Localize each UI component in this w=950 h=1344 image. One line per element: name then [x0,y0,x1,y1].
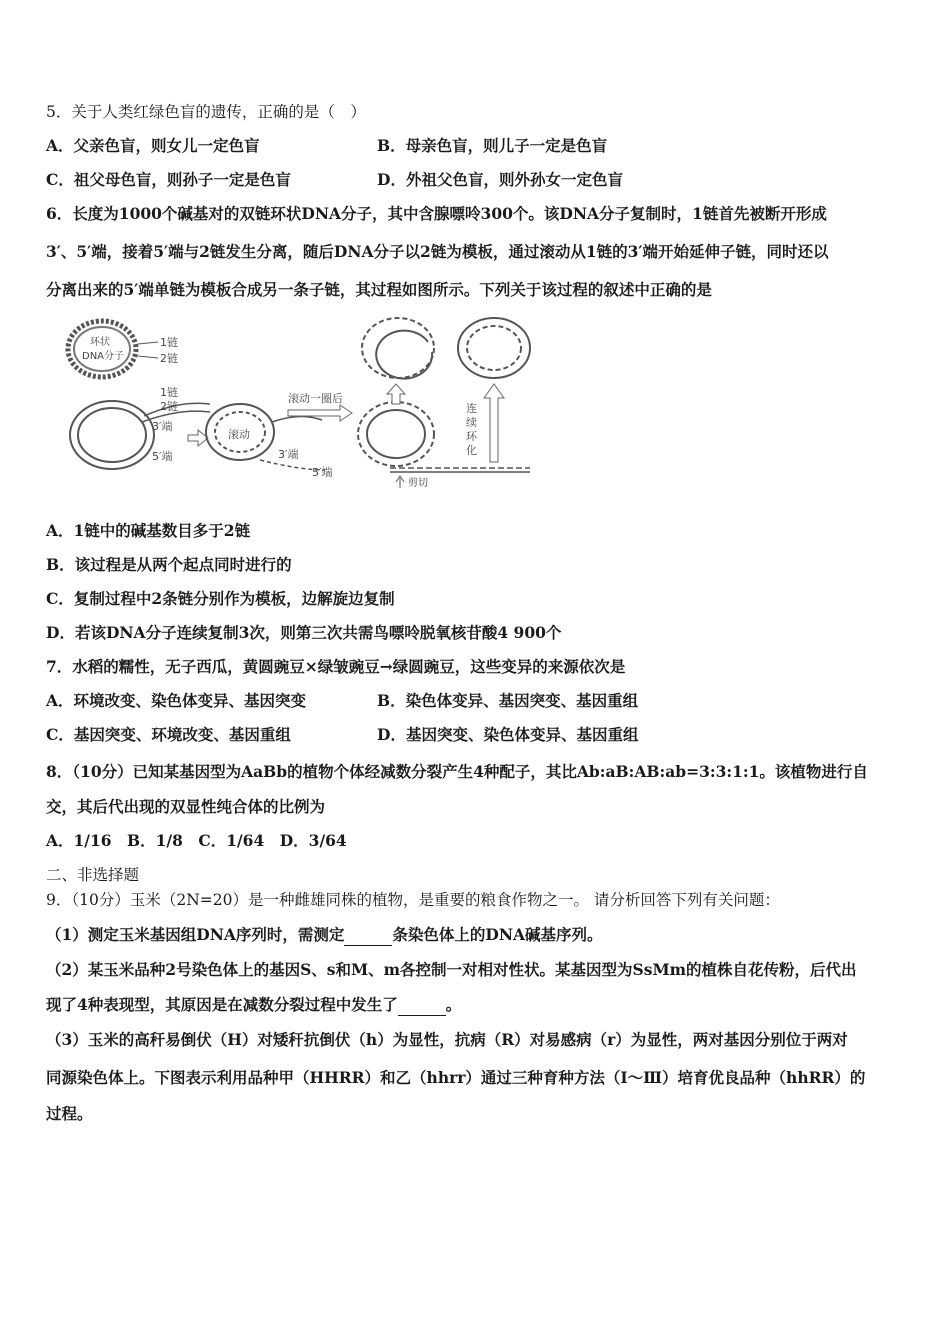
q6-stem-line-3: 分离出来的5′端单链为模板合成另一条子链，其过程如图所示。下列关于该过程的叙述中正确的是 [46,280,712,299]
q5-option-d: D．外祖父色盲，则外孙女一定色盲 [377,170,623,189]
circle-after-one-roll [358,402,530,472]
q9-part-2-text-a: 现了4种表现型，其原因是在减数分裂过程中发生了 [46,995,398,1014]
q9-part-1-text-a: （1）测定玉米基因组DNA序列时，需测定 [46,925,345,944]
section-2-heading: 二、非选择题 [46,866,140,884]
q9-part-3-line-2: 同源染色体上。下图表示利用品种甲（HHRR）和乙（hhrr）通过三种育种方法（Ⅰ～Ⅲ）培育优良品种（hhRR）的 [46,1068,866,1087]
q7-option-d: D．基因突变、染色体变异、基因重组 [377,725,639,744]
chain-1-label: 1链 [160,336,178,349]
q9-part-2-blank[interactable] [398,995,446,1016]
q9-part-2-line-2 [46,995,461,1016]
chain-1-label-b: 1链 [160,386,178,399]
continuous-char-2: 续 [466,416,477,429]
circular-dna-label-1: 环状 [90,337,110,348]
cut-label: 剪切 [408,478,428,489]
q5-option-b: B．母亲色盲，则儿子一定是色盲 [377,136,608,155]
q7-stem: 7．水稻的糯性，无子西瓜，黄圆豌豆×绿皱豌豆→绿圆豌豆，这些变异的来源依次是 [46,657,626,676]
q8-stem-line-1: 8．（10分）已知某基因型为AaBb的植物个体经减数分裂产生4种配子，其比Ab:aB:AB:ab=3:3:1:1。该植物进行自 [46,762,868,781]
q6-option-d: D．若该DNA分子连续复制3次，则第三次共需鸟嘌呤脱氧核苷酸4 900个 [46,623,562,642]
q8-stem-line-2: 交，其后代出现的双显性纯合体的比例为 [46,797,326,816]
q6-option-c: C．复制过程中2条链分别作为模板，边解旋边复制 [46,589,395,608]
q5-option-a: A．父亲色盲，则女儿一定色盲 [46,136,260,155]
continuous-char-3: 环 [466,430,477,443]
q6-option-b: B．该过程是从两个起点同时进行的 [46,555,292,574]
arrow-1-icon [188,430,208,446]
q9-part-1 [46,925,603,946]
chain-2-label: 2链 [160,352,178,365]
circular-dna-label-2: DNA分子 [82,351,125,362]
chain-2-label-b: 2链 [160,400,178,413]
q9-part-3-line-3: 过程。 [46,1104,93,1123]
rolling-circle-replication-diagram [60,312,540,490]
end-5-label: 5′端 [152,450,173,463]
top-circles [362,318,530,379]
circularize-arrow-icon [484,384,504,462]
q6-stem-line-2: 3′、5′端，接着5′端与2链发生分离，随后DNA分子以2链为模板，通过滚动从1链的3′端开始延伸子链，同时还以 [46,242,829,261]
q6-option-a: A．1链中的碱基数目多于2链 [46,521,251,540]
end-3-label-b: 3′端 [278,448,299,461]
end-3-label: 3′端 [152,420,173,433]
q6-stem-line-1: 6．长度为1000个碱基对的双链环状DNA分子，其中含腺嘌呤300个。该DNA分子复制时，1链首先被断开形成 [46,204,827,223]
circular-dna-molecule [68,321,136,377]
q7-option-b: B．染色体变异、基因突变、基因重组 [377,691,639,710]
q9-part-3-line-1: （3）玉米的高秆易倒伏（H）对矮秆抗倒伏（h）为显性，抗病（R）对易感病（r）为显性，两对基因分别位于两对 [46,1030,848,1049]
cut-arrow-icon [396,476,404,488]
after-roll-label: 滚动一圈后 [288,392,343,405]
q9-part-1-blank[interactable] [344,925,392,946]
continuous-char-4: 化 [466,444,477,457]
q9-part-1-text-b: 条染色体上的DNA碱基序列。 [392,925,603,944]
up-arrow-icon [387,384,405,404]
q8-options: A．1/16 B．1/8 C．1/64 D．3/64 [46,831,347,850]
q9-stem: 9．（10分）玉米（2N=20）是一种雌雄同株的植物，是重要的粮食作物之一。 请分析回答下列有关问题： [46,891,780,909]
q7-option-c: C．基因突变、环境改变、基因重组 [46,725,291,744]
rolling-label: 滚动 [228,428,250,441]
end-5-label-b: 5′端 [312,466,333,479]
continuous-char-1: 连 [466,402,477,415]
q9-part-2-line-1: （2）某玉米品种2号染色体上的基因S、s和M、m各控制一对相对性状。某基因型为SsMm的植株自花传粉，后代出 [46,960,857,979]
q7-option-a: A．环境改变、染色体变异、基因突变 [46,691,307,710]
q5-option-c: C．祖父母色盲，则孙子一定是色盲 [46,170,291,189]
q9-part-2-text-b: 。 [445,995,462,1014]
q5-stem: 5．关于人类红绿色盲的遗传，正确的是（ ） [46,103,366,121]
